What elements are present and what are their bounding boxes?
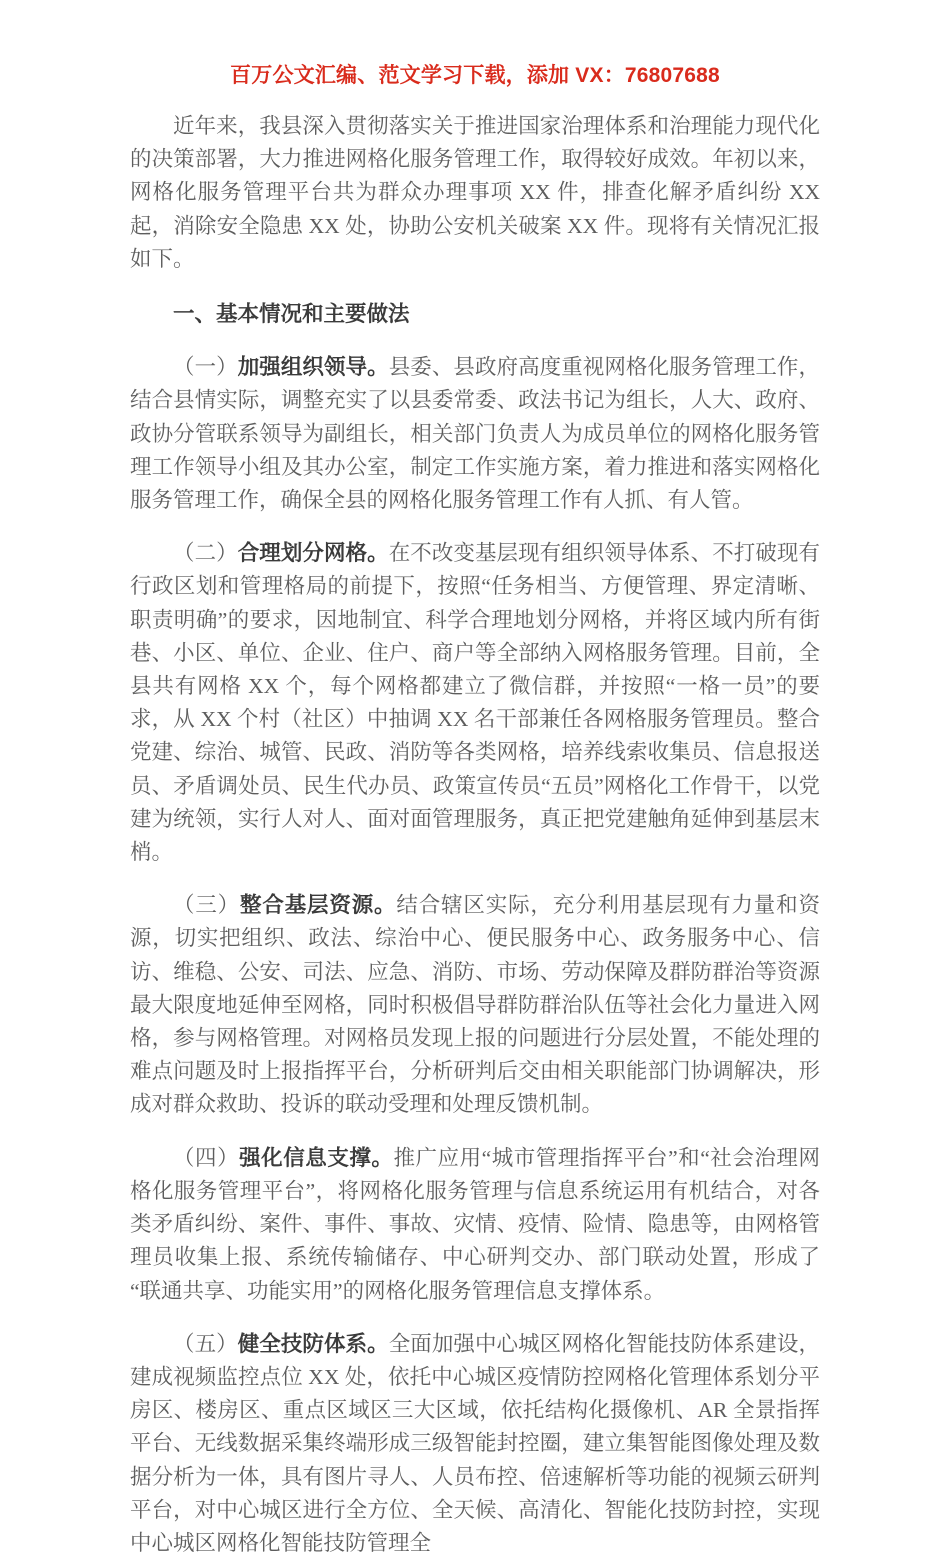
subsection-title-4: 强化信息支撑 [239, 1145, 372, 1170]
subsection-separator-5: 。 [367, 1331, 389, 1356]
subsection-body-2: 在不改变基层现有组织领导体系、不打破现有行政区划和管理格局的前提下，按照“任务相当、方便管理、界定清晰、职责明确”的要求，因地制宜、科学合理地划分网格，并将区域内所有街巷、小区、单位、企业、住户、商户等全部纳入网格服务管理。目前，全县共有网格 XX 个，每个网格都建立了微信群，并按照“一格一员”的要求，从 XX 个村（社区）中抽调 XX 名干部兼任各网格服务管理员。整合党建、综治、城管、民政、消防等各类网格，培养线索收集员、信息报送员、矛盾调处员、民生代办员、政策宣传员“五员”网格化工作骨干，以党建为统领，实行人对人、面对面管理服务，真正把党建触角延伸到基层末梢。 [130, 541, 820, 865]
subsection-title-5: 健全技防体系 [237, 1331, 368, 1356]
subsection-title-2: 合理划分网格 [237, 541, 368, 566]
subsection-separator-1: 。 [367, 355, 389, 380]
subsection-separator-4: 。 [371, 1145, 394, 1170]
intro-paragraph: 近年来，我县深入贯彻落实关于推进国家治理体系和治理能力现代化的决策部署，大力推进网格化服务管理工作，取得较好成效。年初以来，网格化服务管理平台共为群众办理事项 XX 件，排查化解矛盾纠纷 XX 起，消除安全隐患 XX 处，协助公安机关破案 XX 件。现将有关情况汇报如下。 [130, 114, 820, 271]
promo-banner [0, 62, 950, 90]
section-heading-1: 一、基本情况和主要做法 [173, 302, 410, 327]
subsection-paragraph-4 [130, 1142, 820, 1308]
subsection-separator-3: 。 [374, 893, 397, 918]
subsection-separator-2: 。 [367, 541, 389, 566]
subsection-number-2: （二） [173, 541, 238, 566]
subsection-body-3: 结合辖区实际，充分利用基层现有力量和资源，切实把组织、政法、综治中心、便民服务中心、政务服务中心、信访、维稳、公安、司法、应急、消防、市场、劳动保障及群防群治等资源最大限度地延伸至网格，同时积极倡导群防群治队伍等社会化力量进入网格，参与网格管理。对网格员发现上报的问题进行分层处置，不能处理的难点问题及时上报指挥平台，分析研判后交由相关职能部门协调解决，形成对群众救助、投诉的联动受理和处理反馈机制。 [130, 893, 820, 1117]
subsection-number-3: （三） [173, 893, 241, 918]
subsection-body-1: 县委、县政府高度重视网格化服务管理工作，结合县情实际，调整充实了以县委常委、政法书记为组长，人大、政府、政协分管联系领导为副组长，相关部门负责人为成员单位的网格化服务管理工作领导小组及其办公室，制定工作实施方案，着力推进和落实网格化服务管理工作，确保全县的网格化服务管理工作有人抓、有人管。 [130, 355, 820, 513]
subsection-title-1: 加强组织领导 [237, 355, 368, 380]
subsection-number-5: （五） [173, 1331, 238, 1356]
subsection-title-3: 整合基层资源 [240, 893, 375, 918]
subsection-paragraph-1 [130, 351, 820, 517]
subsection-paragraph-3 [130, 889, 820, 1121]
subsection-number-4: （四） [173, 1145, 240, 1170]
subsection-number-1: （一） [173, 355, 238, 380]
subsection-paragraph-5 [130, 1328, 820, 1560]
document-body [130, 110, 820, 1560]
subsection-paragraph-2 [130, 537, 820, 869]
subsection-body-4: 推广应用“城市管理指挥平台”和“社会治理网格化服务管理平台”，将网格化服务管理与信息系统运用有机结合，对各类矛盾纠纷、案件、事件、事故、灾情、疫情、险情、隐患等，由网格管理员收集上报、系统传输储存、中心研判交办、部门联动处置，形成了“联通共享、功能实用”的网格化服务管理信息支撑体系。 [130, 1145, 820, 1303]
subsection-body-5: 全面加强中心城区网格化智能技防体系建设，建成视频监控点位 XX 处，依托中心城区疫情防控网格化管理体系划分平房区、楼房区、重点区域区三大区域，依托结构化摄像机、AR 全景指挥平台、无线数据采集终端形成三级智能封控圈，建立集智能图像处理及数据分析为一体，具有图片寻人、人员布控、倍速解析等功能的视频云研判平台，对中心城区进行全方位、全天候、高清化、智能化技防封控，实现中心城区网格化智能技防管理全 [130, 1331, 820, 1555]
promo-banner-text: 百万公文汇编、范文学习下载，添加 VX：76807688 [230, 64, 720, 87]
